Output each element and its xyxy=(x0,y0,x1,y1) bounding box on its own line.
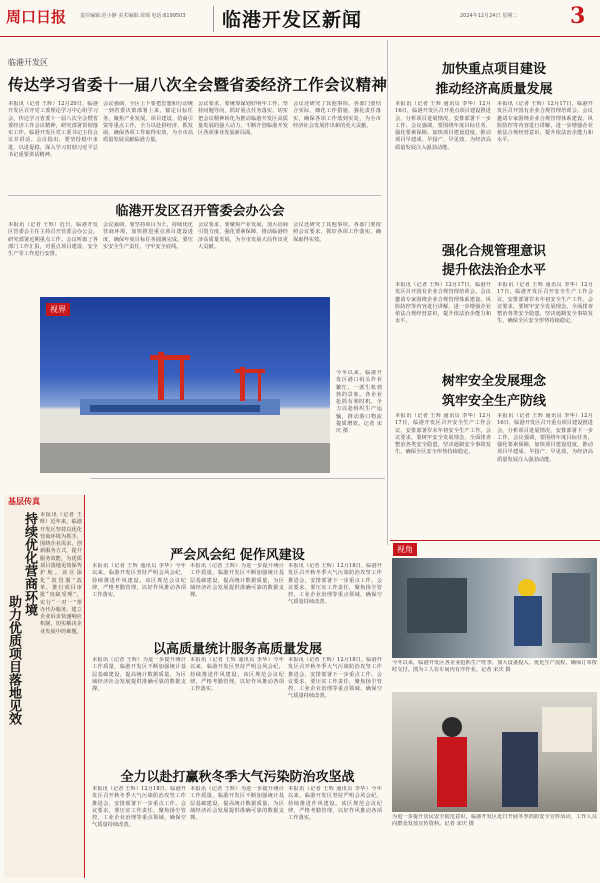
right2-title-line1: 强化合规管理意识 xyxy=(441,244,546,259)
story2-headline: 临港开发区召开管委会办公会 xyxy=(115,204,285,219)
right1-title-line1: 加快重点项目建设 xyxy=(441,62,546,77)
right3-title-line1: 树牢安全发展理念 xyxy=(441,374,546,389)
discipline-headline: 严会风会纪 促作风建设 xyxy=(170,548,305,563)
photo-badge-label: 视界 xyxy=(50,305,66,314)
jiceng-title-1: 持续优化营商环境 xyxy=(22,512,37,616)
lead-headline: 传达学习省委十一届八次全会暨省委经济工作会议精神 xyxy=(8,75,388,94)
right1-title-line2: 推动经济高质量发展 xyxy=(435,82,553,97)
right1-body-b: 本报讯（记者 王辉）12月17日，临港开发区召开国有企业合规管理培训会。会议邀请专家围绕企业合规管理体系建设、风险防控等内容进行讲解，进一步增强企业依法合规经营意识，提升依法治企能力和水平。 xyxy=(497,101,593,144)
lead-col-1: 本报讯（记者 王辉）12月20日，临港开发区召开党工委理论学习中心组学习会，传达学习省委十一届八次全会暨省委经济工作会议精神，研究部署贯彻落实工作。临港开发区党工委书记主持会议并讲话。会议指出，要坚持稳中求进、以进促稳，深入学习贯彻习近平总书记重要讲话精神。 xyxy=(8,101,98,159)
discipline-body-2: 本报讯（记者 王辉）为进一步提升统计工作质量，临港开发区不断加强统计基层基础建设，提高统计数据质量，为区域经济社会发展提供准确可靠的数据支撑。 xyxy=(190,563,284,599)
right-photo-rule xyxy=(390,540,600,541)
header-rule xyxy=(0,36,600,37)
right3-title-line2: 筑牢安全生产防线 xyxy=(441,394,546,409)
right-column-divider xyxy=(387,40,388,545)
right-photo-badge-label: 视角 xyxy=(397,545,413,554)
stats-body-3: 本报讯（记者 王辉）12月18日，临港开发区召开秋冬季大气污染防治攻坚工作推进会，安排部署下一步重点工作。会议要求，要压实工作责任，聚焦扬尘管控、工业企业治理等重点领域，确保空气质量持续改善。 xyxy=(288,657,382,700)
jiceng-body: 本报讯（记者 王辉）近年来，临港开发区坚持以优化营商环境为抓手，围绕企业需求，创新服务方式，提升服务效能，为优质项目落地见效保驾护航。该区深化“放管服”改革，推行项目审批“容缺受理”，实行“一对一”帮办代办服务，建立企业诉求快速响应机制，切实解决企业发展中的难题。 xyxy=(40,512,82,635)
factory-photo xyxy=(392,558,597,658)
story2-col-3: 会议要求，要聚焦产业发展，加大招商引资力度，强化要素保障，推动临港经济高质量发展，为全市发展大局作出更大贡献。 xyxy=(198,222,288,250)
kicker: 临港开发区 xyxy=(8,58,48,67)
right2-body-b: 本报讯（记者 王辉 通讯员 李华）12月17日，临港开发区召开安全生产工作会议，安排部署岁末年初安全生产工作。会议要求，要树牢安全发展理念，全面排查整治各类安全隐患，坚决遏制安全事故发生，确保全区安全形势持续稳定。 xyxy=(497,282,593,325)
right2-title-line2: 提升依法治企水平 xyxy=(441,263,546,278)
photo-caption: 今冬以来，临港开发区港口码头作业繁忙，一派生机勃勃的景象。各企业抢抓有利时机，全力以赴组织生产运输，推动港口物流提质增效。记者 宋庆 摄 xyxy=(336,370,382,435)
stats-body-2: 本报讯（记者 王辉 通讯员 李华）今年以来，临港开发区坚持严明会风会纪，持续推进作风建设。该区规范会议纪律，严格考勤管理，以好作风推动各项工作落实。 xyxy=(190,657,284,693)
right3-body-b: 本报讯（记者 王辉 通讯员 李华）12月16日，临港开发区召开重点项目建设推进会，分析项目进展情况，安排部署下一步工作。会议强调，要围绕年度目标任务，强化要素保障，加快项目建设进度，推动项目早建成、早投产、早见效，为经济高质量发展注入强劲动能。 xyxy=(497,413,593,463)
stats-headline: 以高质量统计服务高质量发展 xyxy=(152,642,322,657)
masthead-date: 2024年12月24日 星期二 xyxy=(460,13,518,19)
campaign-photo-scene xyxy=(392,692,597,812)
port-photo xyxy=(40,297,330,473)
header-rule-divider xyxy=(213,6,214,32)
right-photo-badge xyxy=(393,543,417,556)
newspaper-logo: 周口日报 xyxy=(6,8,67,26)
masthead-editors: 责任编辑:范小静 美术编辑:苗琛 电话:6199503 xyxy=(80,13,186,19)
lead-col-4: 会议还研究了其他事项。各部门要结合实际，细化工作措施，强化责任落实，确保各项工作落到实处，为全市经济社会发展作出新的更大贡献。 xyxy=(293,101,381,129)
campaign-photo xyxy=(392,692,597,812)
story2-rule xyxy=(8,195,381,196)
lead-col-3: 会议要求，要统筹谋划好明年工作，坚持问题导向，抓好重点任务落实，切实把会议精神转化为推动临港开发区高质量发展的强大动力，不断开创临港开发区各项事业发展新局面。 xyxy=(198,101,288,137)
campaign-caption: 为进一步提升居民安全防范意识，临港开发区近日开展冬季消防安全宣传活动，工作人员向群众发放宣传资料。记者 宋庆 摄 xyxy=(392,814,597,828)
lower-rule xyxy=(90,478,385,479)
section-title: 临港开发区新闻 xyxy=(222,9,363,31)
discipline-body-1: 本报讯（记者 王辉 通讯员 李华）今年以来，临港开发区坚持严明会风会纪，持续推进作风建设。该区规范会议纪律，严格考勤管理，以好作风推动各项工作落实。 xyxy=(92,563,186,599)
right3-body-a: 本报讯（记者 王辉 通讯员 李华）12月17日，临港开发区召开安全生产工作会议，安排部署岁末年初安全生产工作。会议要求，要树牢安全发展理念，全面排查整治各类安全隐患，坚决遏制安全事故发生，确保全区安全形势持续稳定。 xyxy=(395,413,491,456)
air-body-2: 本报讯（记者 王辉）为进一步提升统计工作质量，临港开发区不断加强统计基层基础建设，提高统计数据质量，为区域经济社会发展提供准确可靠的数据支撑。 xyxy=(190,786,284,822)
page-number: 3 xyxy=(570,3,586,29)
air-headline: 全力以赴打赢秋冬季大气污染防治攻坚战 xyxy=(120,770,355,785)
air-body-1: 本报讯（记者 王辉）12月18日，临港开发区召开秋冬季大气污染防治攻坚工作推进会，安排部署下一步重点工作。会议要求，要压实工作责任，聚焦扬尘管控、工业企业治理等重点领域，确保空气质量持续改善。 xyxy=(92,786,186,829)
jiceng-badge: 基层传真 xyxy=(8,496,40,506)
factory-photo-scene xyxy=(392,558,597,658)
air-body-3: 本报讯（记者 王辉 通讯员 李华）今年以来，临港开发区坚持严明会风会纪，持续推进作风建设。该区规范会议纪律，严格考勤管理，以好作风推动各项工作落实。 xyxy=(288,786,382,822)
discipline-body-3: 本报讯（记者 王辉）12月18日，临港开发区召开秋冬季大气污染防治攻坚工作推进会，安排部署下一步重点工作。会议要求，要压实工作责任，聚焦扬尘管控、工业企业治理等重点领域，确保空气质量持续改善。 xyxy=(288,563,382,606)
story2-col-2: 会议强调，要坚持项目为王，持续优化营商环境，加快推进重点项目建设进度，确保年度目标任务圆满完成。要压实安全生产责任，守牢安全底线。 xyxy=(103,222,193,250)
factory-caption: 今冬以来，临港开发区各企业抢抓生产旺季，加大设备投入，优化生产流程，确保订单按时交付。图为工人在车间内有序作业。记者 宋庆 摄 xyxy=(392,660,597,674)
jiceng-title-2: 助力优质项目落地见效 xyxy=(6,595,21,725)
story2-col-4: 会议还研究了其他事项。各部门要按照会议要求，抓好各项工作落实，确保取得实效。 xyxy=(293,222,381,243)
port-photo-scene xyxy=(40,297,330,473)
stats-body-1: 本报讯（记者 王辉）为进一步提升统计工作质量，临港开发区不断加强统计基层基础建设，提高统计数据质量，为区域经济社会发展提供准确可靠的数据支撑。 xyxy=(92,657,186,693)
right1-body-a: 本报讯（记者 王辉 通讯员 李华）12月16日，临港开发区召开重点项目建设推进会，分析项目进展情况，安排部署下一步工作。会议强调，要围绕年度目标任务，强化要素保障，加快项目建设进度，推动项目早建成、早投产、早见效，为经济高质量发展注入强劲动能。 xyxy=(395,101,491,151)
photo-badge xyxy=(46,303,70,316)
story2-col-1: 本报讯（记者 王辉）近日，临港开发区管委会主任主持召开管委会办公会，研究部署近期重点工作。会议听取了各部门工作汇报，对重点项目建设、安全生产等工作进行安排。 xyxy=(8,222,98,258)
lead-col-2: 会议强调，全区上下要把思想和行动统一到省委决策部署上来，锚定目标任务，聚焦产业发展、项目建设、招商引资等重点工作，全力以赴拼经济、抓发展，确保各项工作取得实效，为全市高质量发展贡献临港力量。 xyxy=(103,101,193,144)
right2-body-a: 本报讯（记者 王辉）12月17日，临港开发区召开国有企业合规管理培训会。会议邀请专家围绕企业合规管理体系建设、风险防控等内容进行讲解，进一步增强企业依法合规经营意识，提升依法治企能力和水平。 xyxy=(395,282,491,325)
